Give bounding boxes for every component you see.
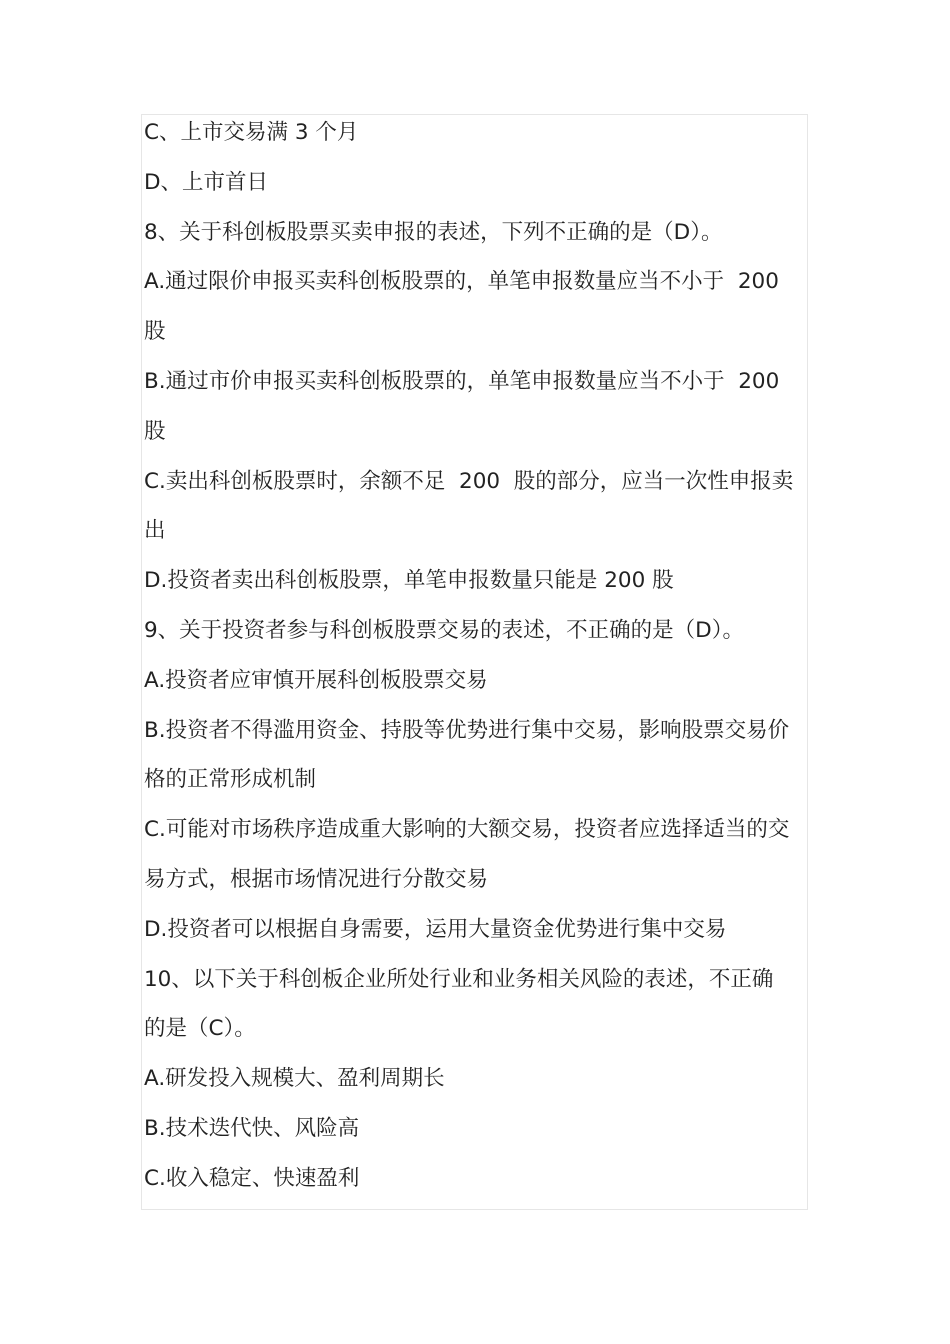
question-10-cont: 的是（C）。 <box>144 1016 256 1042</box>
option-b-q9: B.投资者不得滥用资金、持股等优势进行集中交易，影响股票交易价 <box>144 717 790 743</box>
question-10: 10、以下关于科创板企业所处行业和业务相关风险的表述，不正确 <box>144 966 774 992</box>
option-d-q7: D、上市首日 <box>144 169 269 195</box>
option-b-q10: B.技术迭代快、风险高 <box>144 1115 360 1141</box>
option-a-q9: A.投资者应审慎开展科创板股票交易 <box>144 667 488 693</box>
question-8: 8、关于科创板股票买卖申报的表述，下列不正确的是（D）。 <box>144 219 723 245</box>
option-a-q10: A.研发投入规模大、盈利周期长 <box>144 1066 445 1092</box>
option-d-q8: D.投资者卖出科创板股票，单笔申报数量只能是 200 股 <box>144 568 674 594</box>
option-b-q8: B.通过市价申报买卖科创板股票的，单笔申报数量应当不小于 200 <box>144 368 780 394</box>
option-a-q8: A.通过限价申报买卖科创板股票的，单笔申报数量应当不小于 200 <box>144 269 779 295</box>
option-c-q10: C.收入稳定、快速盈利 <box>144 1165 360 1191</box>
option-d-q9: D.投资者可以根据自身需要，运用大量资金优势进行集中交易 <box>144 916 727 942</box>
option-c-q9-cont: 易方式，根据市场情况进行分散交易 <box>144 866 489 892</box>
option-b-q8-cont: 股 <box>144 418 166 444</box>
question-9: 9、关于投资者参与科创板股票交易的表述，不正确的是（D）。 <box>144 617 744 643</box>
document-body <box>144 108 812 1204</box>
option-c-q8-cont: 出 <box>144 518 166 544</box>
option-c-q9: C.可能对市场秩序造成重大影响的大额交易，投资者应选择适当的交 <box>144 817 790 843</box>
option-c-q8: C.卖出科创板股票时，余额不足 200 股的部分，应当一次性申报卖 <box>144 468 794 494</box>
option-a-q8-cont: 股 <box>144 319 166 345</box>
option-b-q9-cont: 格的正常形成机制 <box>144 767 317 793</box>
option-c-q7: C、上市交易满 3 个月 <box>144 120 359 145</box>
